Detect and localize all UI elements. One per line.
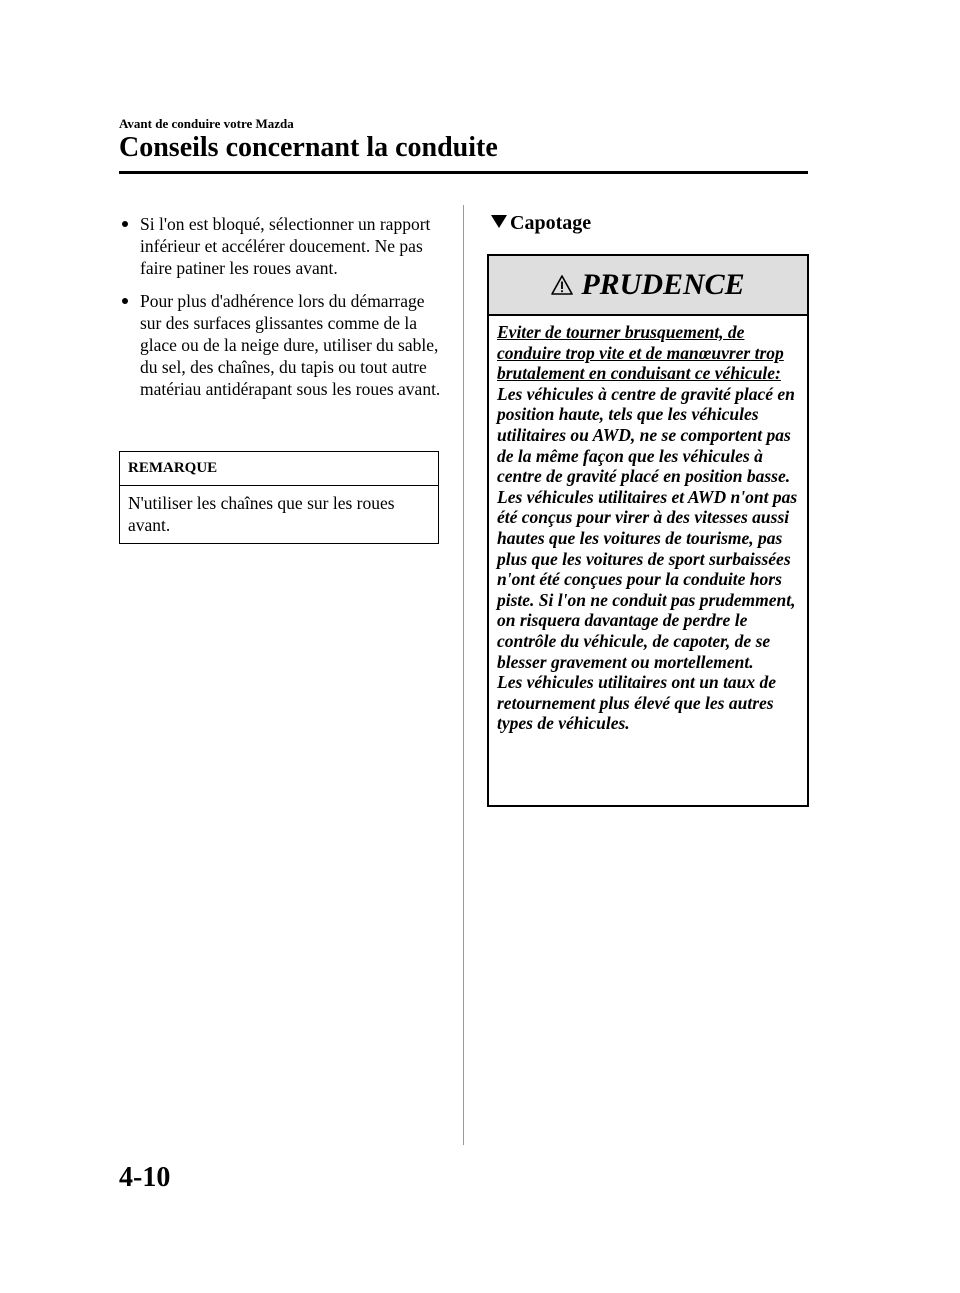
warning-header bbox=[489, 256, 807, 316]
subsection-title: Capotage bbox=[510, 212, 592, 234]
bullet-dot-icon bbox=[122, 298, 128, 304]
warning-lead: Eviter de tourner brusquement, de conduire trop vite et de manœuvrer trop brutalement en conduisant ce véhicule: bbox=[497, 322, 784, 384]
note-text: N'utiliser les chaînes que sur les roues avant. bbox=[128, 493, 395, 535]
bullet-text: Pour plus d'adhérence lors du démarrage sur des surfaces glissantes comme de la glace ou de la neige dure, utiliser du sable, du sel, des chaînes, du tapis ou tout autre matériau antidérapant sous les roues avant. bbox=[140, 291, 441, 399]
column-divider bbox=[463, 205, 464, 1145]
warning-body bbox=[489, 316, 807, 734]
bullet-dot-icon bbox=[122, 221, 128, 227]
bullet-item bbox=[119, 290, 441, 400]
section-label: Avant de conduire votre Mazda bbox=[119, 116, 294, 131]
bullet-list bbox=[119, 213, 441, 411]
page-title: Conseils concernant la conduite bbox=[119, 132, 498, 163]
bullet-text: Si l'on est bloqué, sélectionner un rapport inférieur et accélérer doucement. Ne pas faire patiner les roues avant. bbox=[140, 214, 431, 278]
page-number: 4-10 bbox=[119, 1162, 171, 1193]
warning-box bbox=[487, 254, 809, 807]
note-box bbox=[119, 451, 439, 544]
down-triangle-icon bbox=[491, 215, 507, 228]
warning-paragraph: Les véhicules à centre de gravité placé en position haute, tels que les véhicules utilitaires ou AWD, ne se comportent pas de la même façon que les véhicules à centre de gravité placé en position basse. Les véhicules utilitaires et AWD n'ont pas été conçus pour virer à des vitesses aussi hautes que les voitures de tourisme, pas plus que les voitures de sport surbaissées n'ont été conçues pour la conduite hors piste. Si l'on ne conduit pas prudemment, on risquera davantage de perdre le contrôle du véhicule, de capoter, de se blesser gravement ou mortellement. bbox=[497, 383, 798, 672]
warning-paragraph: Les véhicules utilitaires ont un taux de retournement plus élevé que les autres types de véhicules. bbox=[497, 672, 777, 734]
subsection-heading bbox=[491, 212, 591, 235]
header-rule bbox=[119, 171, 808, 174]
note-heading: REMARQUE bbox=[120, 452, 438, 486]
warning-triangle-icon bbox=[551, 275, 573, 295]
bullet-item bbox=[119, 213, 441, 279]
warning-title: PRUDENCE bbox=[581, 268, 745, 301]
